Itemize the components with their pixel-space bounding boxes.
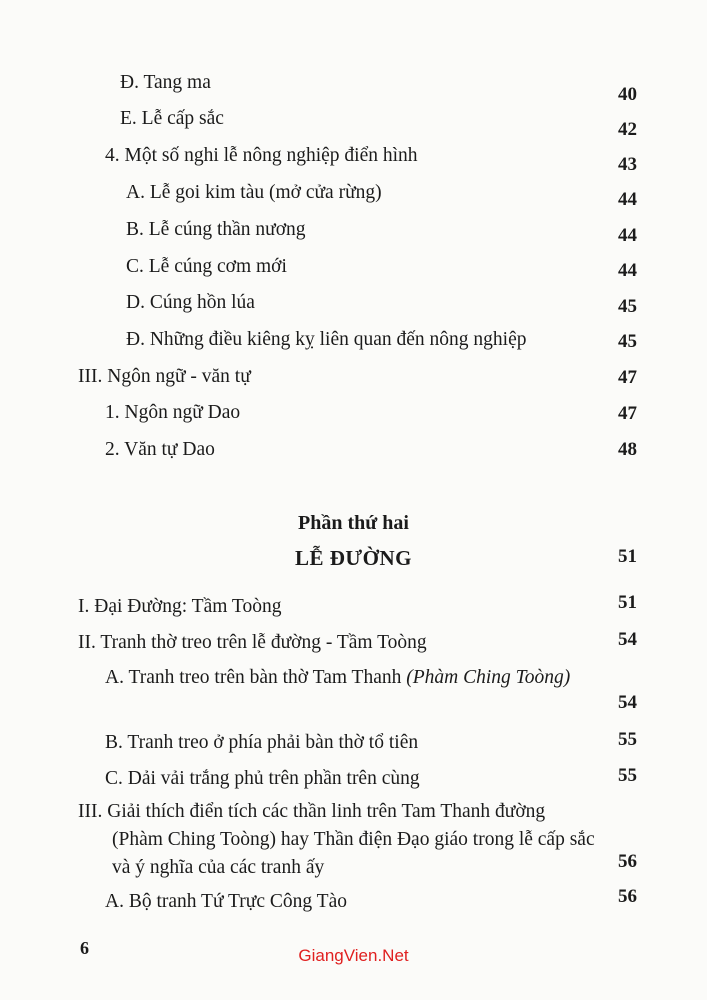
toc-entry-page: 47 bbox=[618, 403, 637, 424]
toc-entry-label-italic: (Phàm Ching Toòng) bbox=[406, 667, 571, 688]
toc-entry-page: 43 bbox=[618, 154, 637, 175]
toc-entry-label: C. Dải vải trắng phủ trên phần trên cùng bbox=[105, 768, 420, 789]
toc-entry-label: 1. Ngôn ngữ Dao bbox=[105, 402, 241, 423]
toc-entry-label-block bbox=[78, 798, 598, 882]
toc-entry-label: Đ. Tang ma bbox=[120, 72, 211, 93]
toc-entry-label: 4. Một số nghi lễ nông nghiệp điển hình bbox=[105, 145, 418, 166]
toc-entry-label: A. Lễ goi kim tàu (mở cửa rừng) bbox=[126, 182, 382, 203]
toc-entry-page: 44 bbox=[618, 225, 637, 246]
toc-entry-page: 56 bbox=[618, 851, 637, 872]
toc-entry-page: 48 bbox=[618, 439, 637, 460]
part-title: LỄ ĐƯỜNG bbox=[295, 546, 412, 570]
part-subtitle: Phần thứ hai bbox=[298, 512, 409, 534]
toc-entry-label: C. Lễ cúng cơm mới bbox=[126, 256, 287, 277]
toc-entry-page: 55 bbox=[618, 765, 637, 786]
toc-entry-page: 44 bbox=[618, 189, 637, 210]
toc-entry-page: 45 bbox=[618, 296, 637, 317]
toc-entry-label-text: A. Tranh treo trên bàn thờ Tam Thanh bbox=[105, 667, 407, 688]
toc-entry-label: A. Bộ tranh Tứ Trực Công Tào bbox=[105, 891, 347, 912]
toc-entry-label: D. Cúng hồn lúa bbox=[126, 292, 255, 313]
watermark: GiangVien.Net bbox=[298, 946, 409, 965]
page-number: 6 bbox=[80, 938, 89, 958]
toc-entry-label: B. Tranh treo ở phía phải bàn thờ tổ tiên bbox=[105, 732, 419, 753]
toc-entry-label: Đ. Những điều kiêng kỵ liên quan đến nông nghiệp bbox=[126, 329, 527, 350]
toc-entry-page: 54 bbox=[618, 692, 637, 713]
toc-entry-page: 44 bbox=[618, 260, 637, 281]
toc-entry-page: 42 bbox=[618, 119, 637, 140]
toc-entry-page: 56 bbox=[618, 886, 637, 907]
toc-entry-label: 2. Văn tự Dao bbox=[105, 439, 215, 460]
toc-entry-page: 54 bbox=[618, 629, 637, 650]
toc-entry-label: B. Lễ cúng thần nương bbox=[126, 219, 306, 240]
toc-entry-label bbox=[105, 664, 585, 692]
toc-entry-page: 51 bbox=[618, 592, 637, 613]
toc-entry-page: 47 bbox=[618, 367, 637, 388]
toc-entry-label: I. Đại Đường: Tầm Toòng bbox=[78, 596, 282, 617]
toc-entry-label: II. Tranh thờ treo trên lễ đường - Tầm Toòng bbox=[78, 632, 427, 653]
toc-entry-page: 40 bbox=[618, 84, 637, 105]
part-page: 51 bbox=[618, 546, 637, 567]
toc-entry-label: III. Ngôn ngữ - văn tự bbox=[78, 366, 251, 387]
toc-entry-page: 55 bbox=[618, 729, 637, 750]
toc-entry-label: E. Lễ cấp sắc bbox=[120, 108, 224, 129]
toc-entry-label: III. Giải thích điển tích các thần linh trên Tam Thanh đường (Phàm Ching Toòng) hay Thần điện Đạo giáo trong lễ cấp sắc và ý nghĩa của các tranh ấy bbox=[78, 801, 595, 878]
toc-entry-page: 45 bbox=[618, 331, 637, 352]
